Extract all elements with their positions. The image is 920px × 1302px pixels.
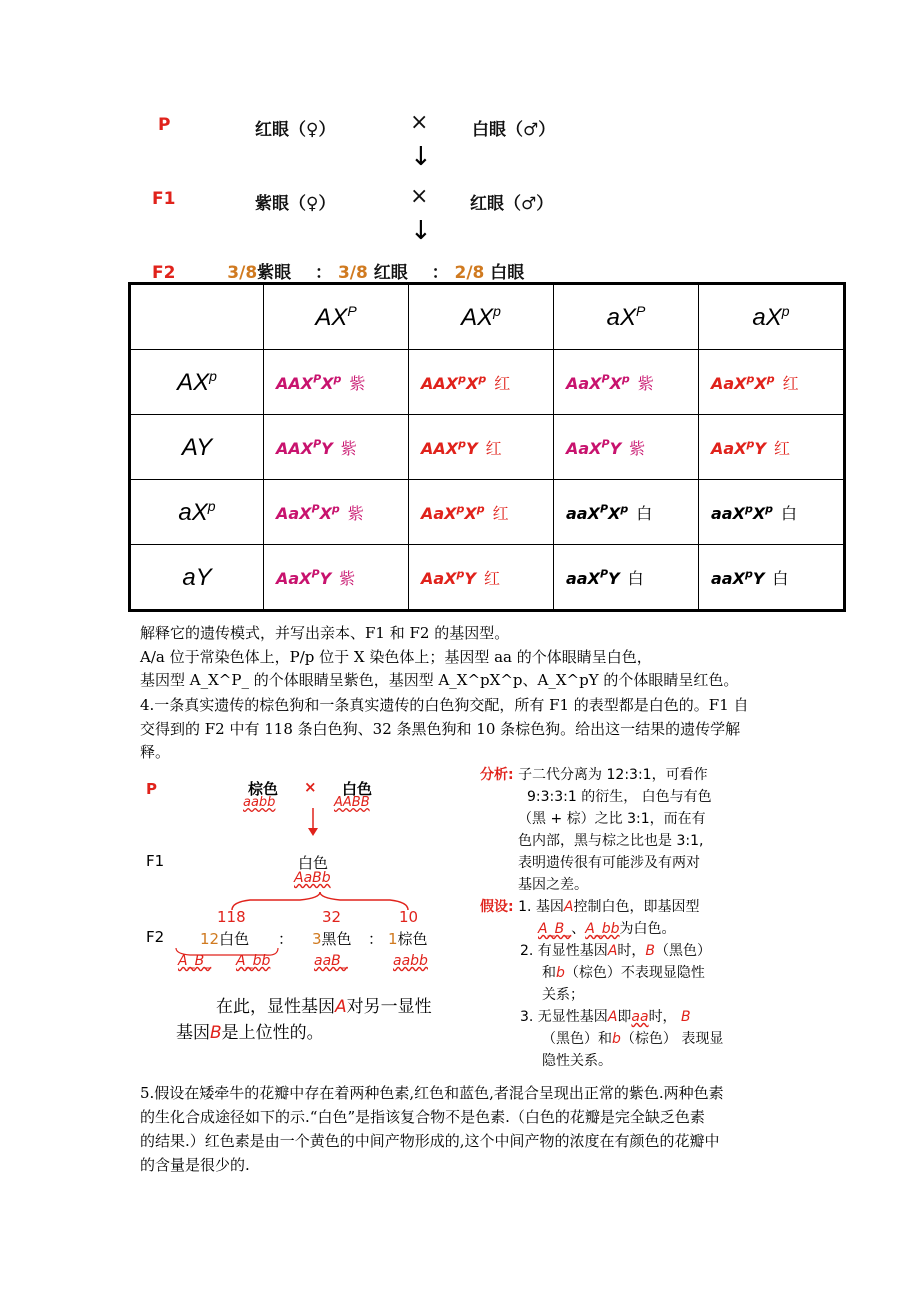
f2-ratio-3: 2/8: [454, 263, 485, 283]
dog-colon-2: ：: [368, 930, 384, 948]
q4-line-3: 释。: [140, 743, 171, 761]
f2-pheno-1: 紫眼: [257, 263, 292, 283]
analysis-label: 分析:: [480, 767, 514, 783]
epistasis-line-2: 基因B是上位性的。: [176, 1023, 324, 1043]
q5-line-1: 5.假设在矮牵牛的花瓣中存在着两种色素,红色和蓝色,者混合呈现出正常的紫色.两种色素: [140, 1084, 724, 1102]
punnett-cell: $AAX^pX^p$ 红: [409, 350, 554, 415]
col-gamete-1: $AX^P$: [264, 284, 409, 350]
dog-p1-geno: aabb: [243, 795, 276, 810]
cross-sign-2: ×: [410, 184, 429, 209]
geno-white-2: A_bb: [236, 953, 271, 969]
punnett-cell: AaX$^p$Y 红: [699, 415, 845, 480]
brown-name: 棕色: [397, 930, 428, 948]
explain-line-1: 解释它的遗传模式，并写出亲本、F1 和 F2 的基因型。: [140, 624, 510, 642]
row-gamete: $AX^p$: [130, 350, 264, 415]
q5-line-3: 的结果.）红色素是由一个黄色的中间产物形成的,这个中间产物的浓度在有颜色的花瓣中: [140, 1132, 720, 1150]
punnett-cell: $AaX^PX^p$ 紫: [554, 350, 699, 415]
dog-n-white: 118: [217, 908, 246, 926]
punnett-cell: AAX$^p$Y 红: [409, 415, 554, 480]
col-gamete-4: $aX^p$: [699, 284, 845, 350]
dog-p2-geno: AABB: [334, 795, 370, 810]
dog-cross-sign: ×: [304, 778, 317, 796]
dog-p1-pheno: 棕色: [248, 780, 279, 798]
analysis-block: 分析: 子二代分离为 12:3:1，可看作 9:3:3:1 的衍生， 白色与有色 （黑 + 棕）之比 3:1，而在有 色内部，黑与棕之比也是 3:1, 表明遗传很有可能涉及有两对 基因之差。 假设: 1. 基因A控制白色，即基因型 A_B_、A_bb为白色。 2. 有显性基因A时，B（黑色） 和b（棕色）不表现显隐性 关系； 3. 无显性基因A即aa时， B （黑色）和b（棕色） 表现显 隐性关系。: [480, 767, 724, 1069]
f1-label: F1: [152, 189, 176, 209]
col-gamete-2: $AX^p$: [409, 284, 554, 350]
p-label: P: [158, 115, 171, 135]
arrow-down-icon: ↓: [410, 216, 432, 246]
f2-pheno-3: 白眼: [490, 263, 525, 283]
punnett-cell: AaX$^p$Y 红: [409, 545, 554, 611]
q4-line-1: 4.一条真实遗传的棕色狗和一条真实遗传的白色狗交配，所有 F1 的表型都是白色的。F1 自: [140, 696, 749, 714]
white-name: 白色: [219, 930, 250, 948]
q5-line-4: 的含量是很少的.: [140, 1156, 250, 1174]
black-name: 黑色: [321, 930, 352, 948]
f2-ratio-1: 3/8: [227, 263, 258, 283]
dog-black-group: [312, 928, 352, 949]
f2-sep-2: ：: [431, 263, 449, 283]
geno-white-1: A_B_: [178, 953, 212, 969]
dog-white-group: [200, 928, 249, 949]
f2-label: F2: [152, 263, 176, 283]
white-ratio: 12: [200, 930, 220, 948]
punnett-cell: AaX$^P$Y 紫: [554, 415, 699, 480]
punnett-cell: $AaX^PX^p$ 紫: [264, 480, 409, 545]
row-gamete: aY: [130, 545, 264, 611]
punnett-cell: AaX$^P$Y 紫: [264, 545, 409, 611]
dog-f1-pheno: 白色: [298, 854, 329, 872]
explain-line-2: A/a 位于常染色体上，P/p 位于 X 染色体上；基因型 aa 的个体眼睛呈白色，: [140, 648, 652, 666]
black-ratio: 3: [312, 930, 322, 948]
cross-sign-1: ×: [410, 110, 429, 135]
punnett-cell: $AAX^PX^p$ 紫: [264, 350, 409, 415]
epistasis-line-1: 在此，显性基因A对另一显性: [216, 997, 432, 1017]
row-gamete: $aX^p$: [130, 480, 264, 545]
punnett-cell: aaX$^P$Y 白: [554, 545, 699, 611]
dog-f1-geno: AaBb: [294, 870, 331, 886]
dog-n-brown: 10: [399, 908, 419, 926]
q5-line-2: 的生化合成途径如下的示.“白色”是指该复合物不是色素.（白色的花瓣是完全缺乏色素: [140, 1108, 705, 1126]
punnett-cell: $AAX^PY$ 紫: [264, 415, 409, 480]
punnett-cell: $aaX^PX^p$ 白: [554, 480, 699, 545]
dog-colon-1: ：: [278, 930, 294, 948]
arrow-down-icon: ↓: [410, 142, 432, 172]
hypothesis-label: 假设:: [480, 899, 514, 915]
f2-pheno-2: 红眼: [373, 263, 408, 283]
q4-line-2: 交得到的 F2 中有 118 条白色狗、32 条黑色狗和 10 条棕色狗。给出这一结果的遗传学解: [140, 720, 741, 738]
f1-female: 紫眼（♀）: [255, 194, 336, 214]
dog-p-label: P: [146, 780, 157, 798]
dog-p2-pheno: 白色: [342, 780, 373, 798]
dog-brown-group: [388, 928, 428, 949]
dog-f1-label: F1: [146, 852, 165, 870]
p-male: 白眼（♂）: [472, 120, 556, 140]
f2-brace: [232, 892, 408, 910]
p-female: 红眼（♀）: [255, 120, 336, 140]
punnett-cell: $AaX^pX^p$ 红: [409, 480, 554, 545]
dog-n-black: 32: [322, 908, 342, 926]
col-gamete-3: $aX^P$: [554, 284, 699, 350]
punnett-cell: $aaX^pX^p$ 白: [699, 480, 845, 545]
f2-sep-1: ：: [315, 263, 333, 283]
brown-ratio: 1: [388, 930, 398, 948]
dog-f2-label: F2: [146, 928, 165, 946]
dog-arrow-head: [308, 828, 318, 836]
row-gamete: AY: [130, 415, 264, 480]
geno-brown: aabb: [393, 953, 428, 969]
punnett-cell: aaX$^p$Y 白: [699, 545, 845, 611]
punnett-cell: $AaX^pX^p$ 红: [699, 350, 845, 415]
explain-line-3: 基因型 A_X^P_ 的个体眼睛呈紫色，基因型 A_X^pX^p、A_X^pY 的个体眼睛呈红色。: [140, 671, 739, 689]
geno-black: aaB_: [314, 953, 348, 969]
f2-ratio-2: 3/8: [337, 263, 368, 283]
f1-male: 红眼（♂）: [470, 194, 554, 214]
